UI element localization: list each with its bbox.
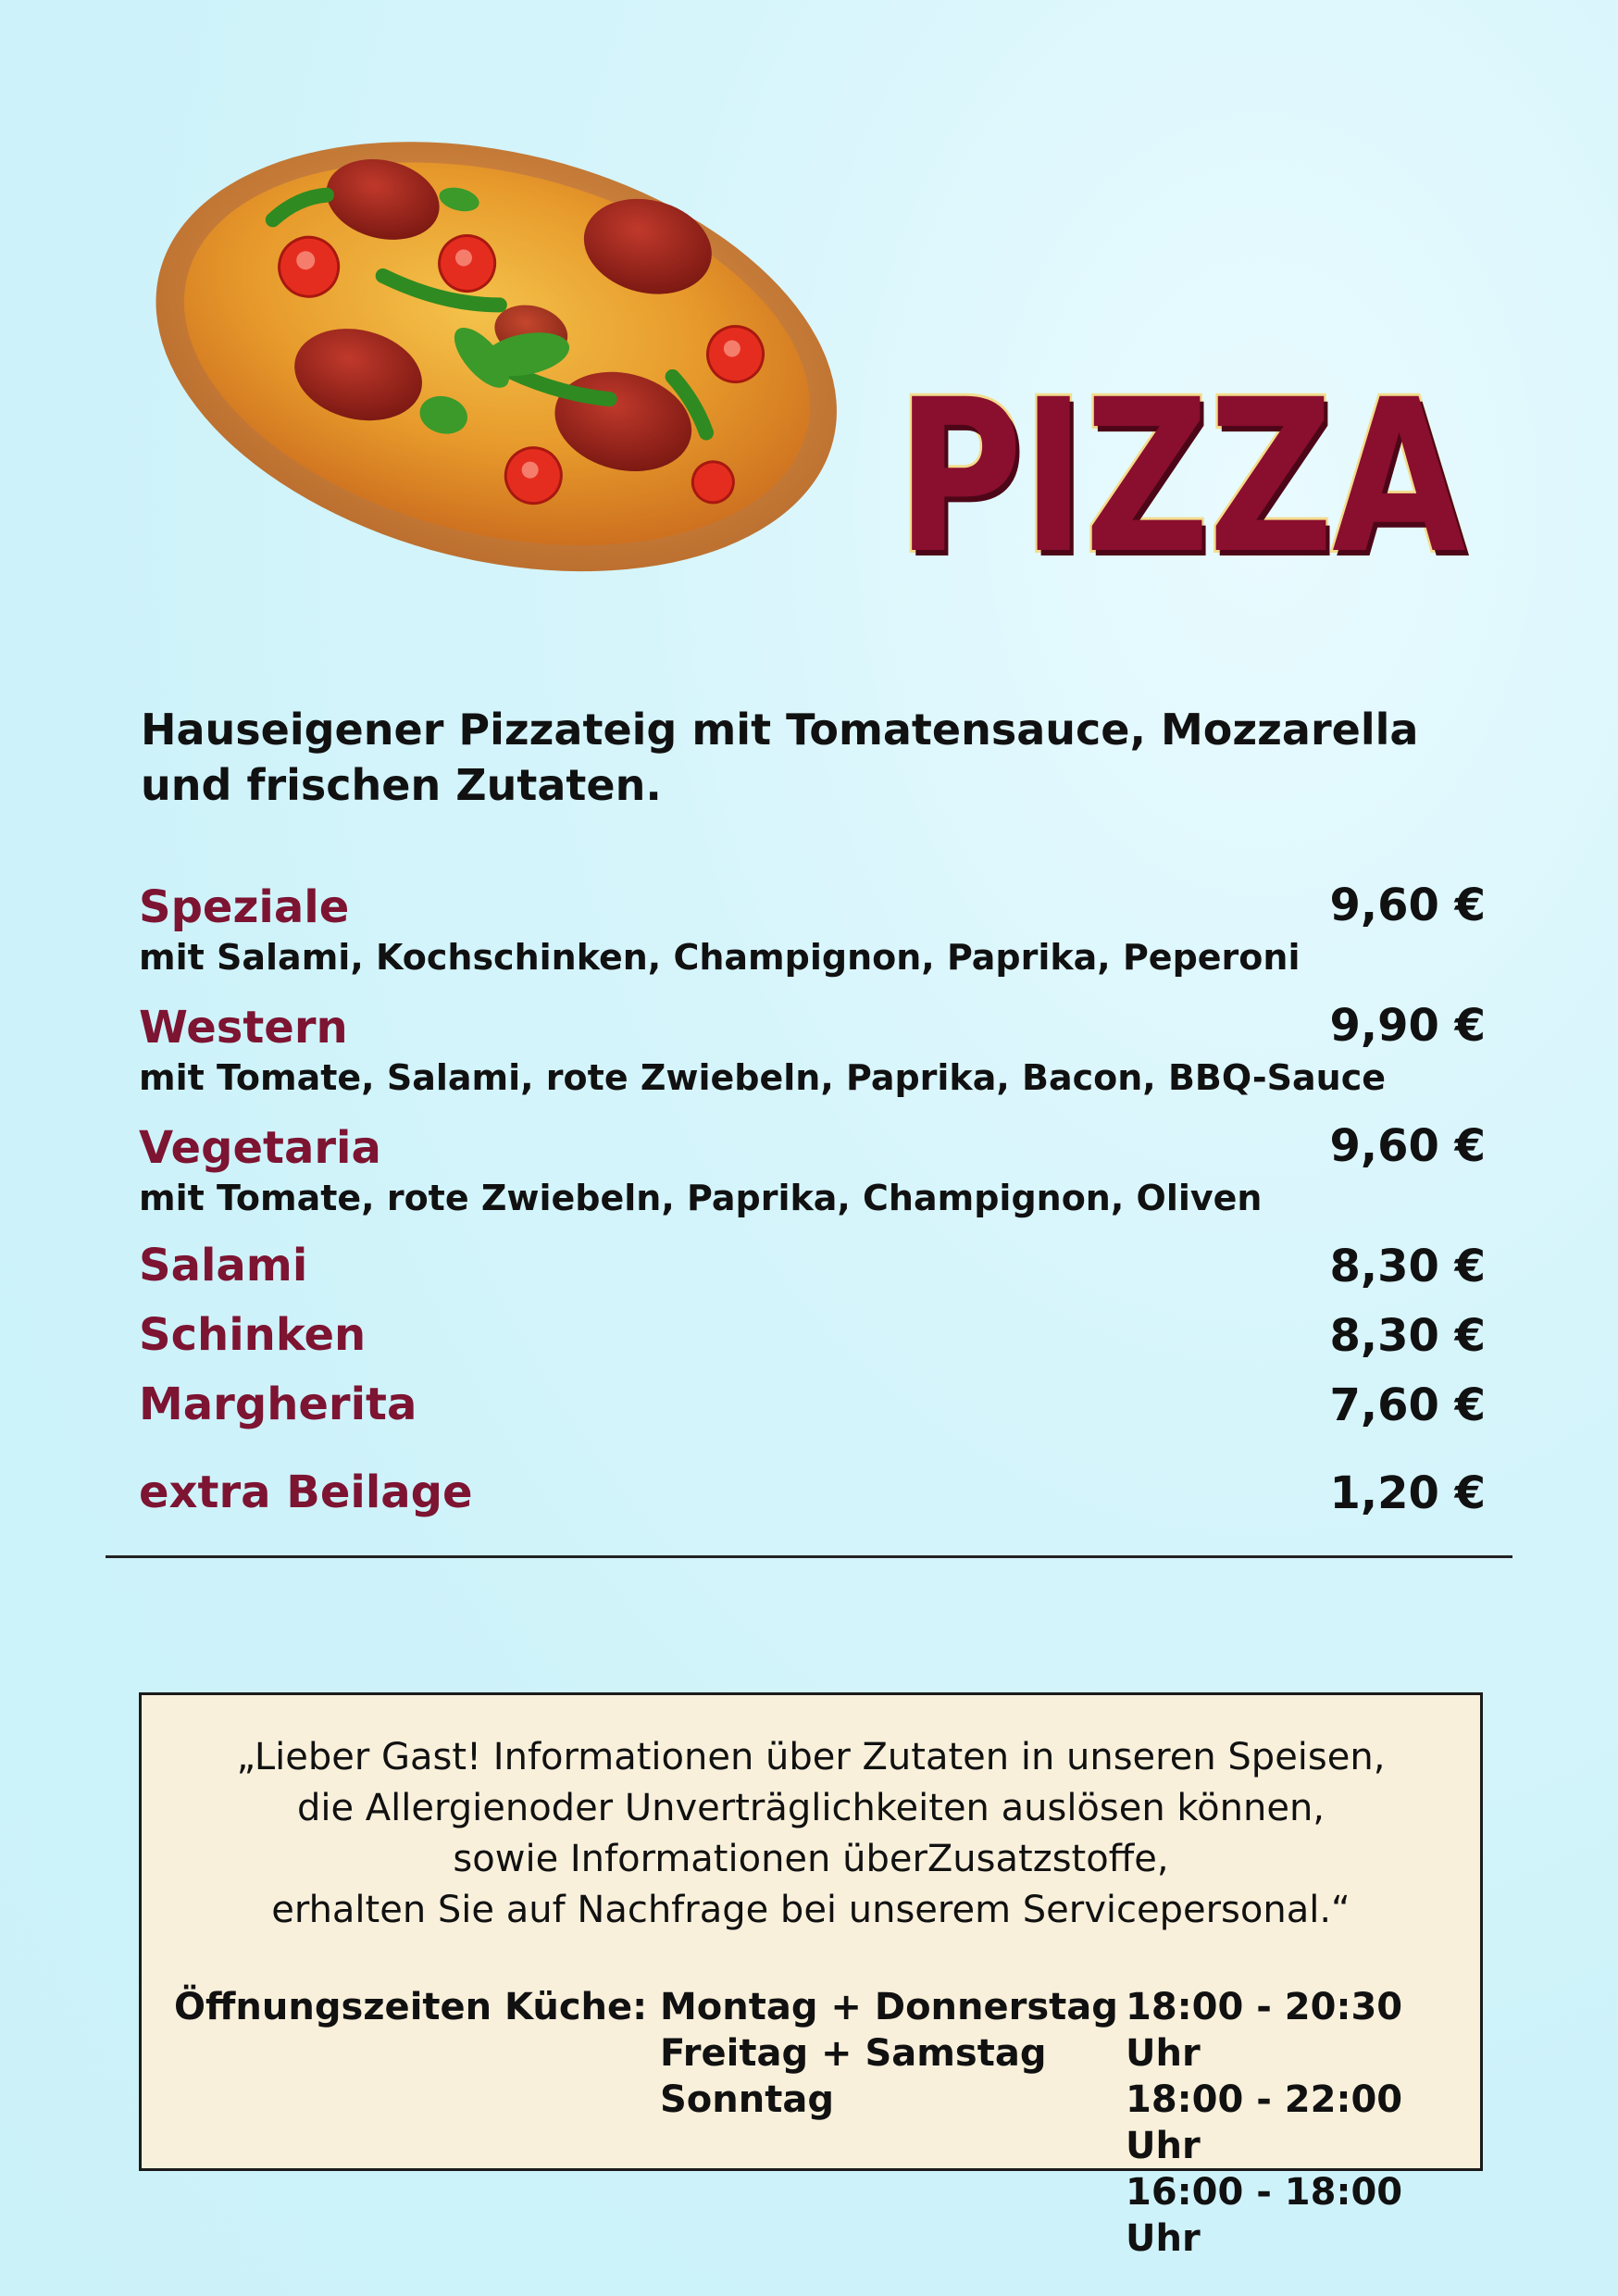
- menu-item-salami: [139, 1231, 1486, 1301]
- menu-item-margherita: [139, 1370, 1486, 1440]
- pizza-image: [134, 111, 856, 611]
- opening-time: 16:00 - 18:00 Uhr: [1126, 2171, 1403, 2260]
- notice-line: erhalten Sie auf Nachfrage bei unserem Servicepersonal.“: [271, 1889, 1350, 1931]
- menu-item-price: 8,30 €: [1329, 1241, 1486, 1292]
- menu-item-name: Vegetaria: [139, 1122, 381, 1174]
- opening-time: 18:00 - 20:30 Uhr: [1126, 1986, 1403, 2075]
- intro-text: [141, 702, 1437, 813]
- opening-day: Freitag + Samstag: [660, 2032, 1047, 2075]
- menu-item-name: Margherita: [139, 1379, 417, 1430]
- opening-day: Montag + Donnerstag: [660, 1986, 1118, 2028]
- menu-item-price: 7,60 €: [1329, 1379, 1486, 1431]
- menu-item-name: Schinken: [139, 1309, 367, 1361]
- menu-item-price: 9,90 €: [1329, 1000, 1486, 1052]
- menu-item-price: 9,60 €: [1329, 880, 1486, 931]
- menu-item-schinken: [139, 1301, 1486, 1370]
- menu-list: [139, 870, 1486, 1528]
- menu-item-description: mit Tomate, Salami, rote Zwiebeln, Paprika, Bacon, BBQ-Sauce: [139, 1057, 1387, 1098]
- menu-item-name: Speziale: [139, 881, 350, 933]
- allergen-notice: [142, 1732, 1480, 1936]
- notice-line: die Allergienoder Unverträglichkeiten auslösen können,: [296, 1787, 1326, 1829]
- menu-item-name: Western: [139, 1002, 348, 1054]
- menu-item-name: Salami: [139, 1240, 308, 1292]
- opening-hours-label: Öffnungszeiten Küche:: [174, 1986, 648, 2028]
- opening-times: [1126, 1984, 1480, 2262]
- menu-item-price: 9,60 €: [1329, 1120, 1486, 1172]
- opening-days: [660, 1984, 1118, 2123]
- menu-item-price: 8,30 €: [1329, 1310, 1486, 1362]
- menu-item-extra-beilage: [139, 1458, 1486, 1528]
- menu-item-price: 1,20 €: [1329, 1467, 1486, 1519]
- intro-line: und frischen Zutaten.: [141, 760, 662, 810]
- menu-item-name: extra Beilage: [139, 1466, 473, 1518]
- menu-item-vegetaria: [139, 1111, 1486, 1218]
- page-title: PIZZA: [896, 354, 1465, 600]
- opening-day: Sonntag: [660, 2078, 834, 2121]
- notice-line: sowie Informationen überZusatzstoffe,: [453, 1838, 1169, 1880]
- opening-time: 18:00 - 22:00 Uhr: [1126, 2078, 1403, 2167]
- divider: [106, 1555, 1512, 1558]
- notice-line: „Lieber Gast! Informationen über Zutaten in unseren Speisen,: [236, 1736, 1386, 1778]
- menu-item-speziale: [139, 870, 1486, 978]
- menu-item-western: [139, 991, 1486, 1098]
- intro-line: Hauseigener Pizzateig mit Tomatensauce, Mozzarella: [141, 705, 1419, 755]
- menu-item-description: mit Tomate, rote Zwiebeln, Paprika, Champignon, Oliven: [139, 1178, 1263, 1218]
- info-box: [139, 1692, 1483, 2260]
- menu-item-description: mit Salami, Kochschinken, Champignon, Paprika, Peperoni: [139, 937, 1301, 978]
